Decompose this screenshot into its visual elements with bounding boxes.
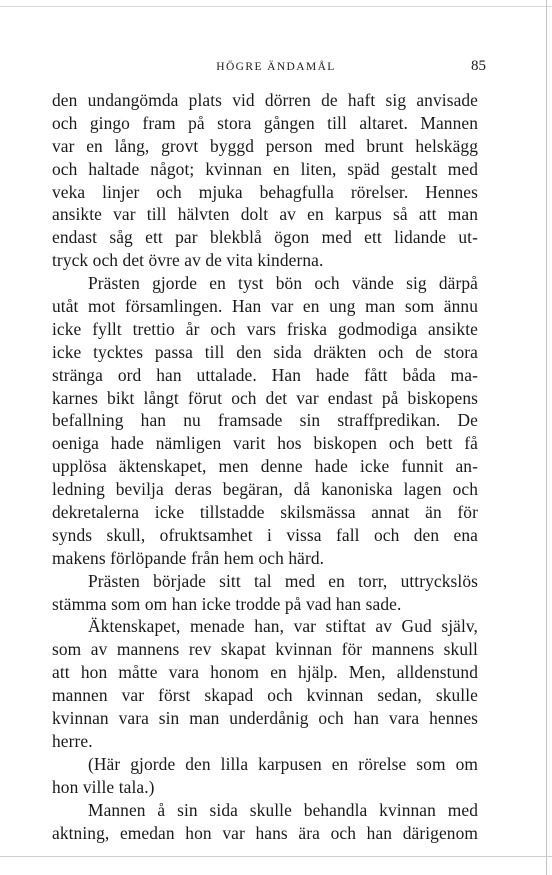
text-line: oeniga hade nämligen varit hos biskopen och bett få	[52, 433, 478, 454]
text-line: aktning, emedan hon var hans ära och han därigenom	[52, 822, 478, 843]
text-line: makens förlöpande från hem och härd.	[52, 547, 325, 568]
text-line: Mannen å sin sida skulle behandla kvinnan med	[88, 799, 478, 820]
running-title: HÖGRE ÄNDAMÅL	[216, 61, 336, 73]
text-line: ledning bevilja deras begäran, då kanoniska lagen och	[52, 479, 478, 500]
text-line: veka linjer och mjuka behagfulla rörelser. Hennes	[52, 181, 478, 202]
running-head	[0, 58, 552, 80]
text-line: icke tycktes passa till den sida dräkten och de stora	[52, 341, 478, 362]
text-line: tryck och det övre av de vita kinderna.	[52, 250, 324, 271]
page-number: 85	[471, 58, 486, 74]
text-line: stränga ord han uttalade. Han hade fått båda ma-	[52, 364, 478, 385]
text-line: kvinnan vara sin man underdånig och han vara hennes	[52, 708, 478, 729]
text-line: hon ville tala.)	[52, 776, 155, 797]
body-text	[52, 89, 478, 844]
text-line: stämma som om han icke trodde på vad han sade.	[52, 593, 402, 614]
text-line: Prästen började sitt tal med en torr, uttryckslös	[88, 570, 478, 591]
text-line: dekretalerna icke tillstadde skilsmässa annat än för	[52, 502, 478, 523]
text-line: Prästen gjorde en tyst bön och vände sig därpå	[88, 273, 478, 294]
text-line: och haltade något; kvinnan en liten, späd gestalt med	[52, 158, 478, 179]
text-line: den undangömda plats vid dörren de haft sig anvisade	[52, 90, 478, 110]
text-line: utåt mot församlingen. Han var en ung man som ännu	[52, 296, 478, 317]
text-line: herre.	[52, 730, 93, 751]
scan-top-edge	[0, 6, 552, 7]
text-line: karnes bikt långt förut och det var endast på biskopens	[52, 387, 478, 408]
text-line: befallning han nu framsade sin straffpredikan. De	[52, 410, 478, 431]
scan-bottom-edge	[0, 856, 552, 857]
text-line: endast såg ett par blekblå ögon med ett lidande ut-	[52, 227, 478, 248]
text-line: ansikte var till hälvten dolt av en karpus så att man	[52, 204, 478, 225]
text-line: upplösa äktenskapet, men denne hade icke funnit an-	[52, 456, 478, 477]
text-line: och gingo fram på stora gången till altaret. Mannen	[52, 112, 478, 133]
text-line: var en lång, grovt byggd person med brunt helskägg	[52, 135, 478, 156]
text-line: Äktenskapet, menade han, var stiftat av Gud själv,	[88, 616, 478, 637]
text-line: (Här gjorde den lilla karpusen en rörelse som om	[88, 753, 478, 774]
text-line: icke fyllt trettio år och vars friska godmodiga ansikte	[52, 318, 478, 339]
text-line: mannen var först skapad och kvinnan sedan, skulle	[52, 685, 478, 706]
scan-right-edge	[546, 0, 547, 875]
text-line: synds skull, ofruktsamhet i vissa fall och den ena	[52, 524, 478, 545]
text-line: som av mannens rev skapat kvinnan för mannens skull	[52, 639, 478, 660]
text-line: att hon måtte vara honom en hjälp. Men, alldenstund	[52, 662, 478, 683]
